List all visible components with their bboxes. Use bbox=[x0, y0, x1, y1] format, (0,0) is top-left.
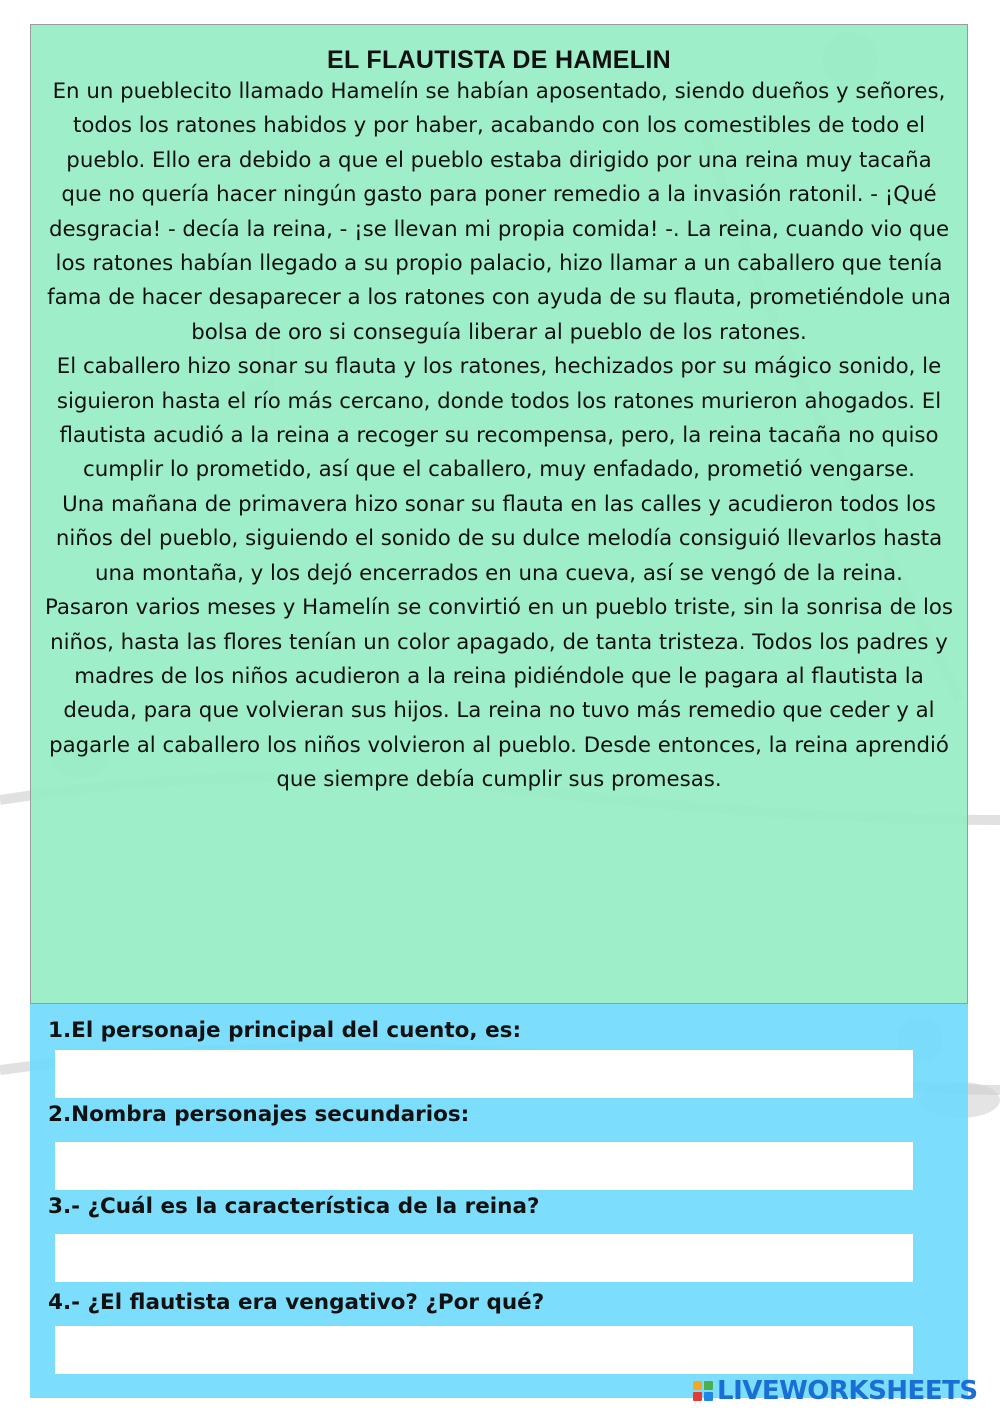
question-4-label: 4.- ¿El flautista era vengativo? ¿Por qué? bbox=[48, 1290, 545, 1315]
question-4-answer-input[interactable] bbox=[55, 1326, 913, 1374]
story-title: EL FLAUTISTA DE HAMELIN bbox=[327, 46, 671, 74]
logo-square-4 bbox=[704, 1392, 713, 1401]
logo-square-3 bbox=[693, 1392, 702, 1401]
question-3-label: 3.- ¿Cuál es la característica de la reina? bbox=[48, 1194, 540, 1219]
question-1-answer-input[interactable] bbox=[55, 1050, 913, 1098]
story-paragraph-4: Pasaron varios meses y Hamelín se convirtió en un pueblo triste, sin la sonrisa de los niños, hasta las flores tenían un color apagado, de tanta tristeza. Todos los padres y madres de los niños acudieron a la reina pidiéndole que le pagara al flautista la deuda, para que volvieran sus hijos. La reina no tuvo más remedio que ceder y al pagarle al caballero los niños volvieron al pueblo. Desde entonces, la reina aprendió que siempre debía cumplir sus promesas. bbox=[45, 595, 953, 793]
logo-square-1 bbox=[693, 1381, 702, 1390]
question-1-label: 1.El personaje principal del cuento, es: bbox=[48, 1018, 522, 1043]
story-panel bbox=[30, 24, 968, 1004]
logo-square-2 bbox=[704, 1381, 713, 1390]
logo-squares-icon bbox=[693, 1381, 713, 1401]
story-paragraph-3: Una mañana de primavera hizo sonar su flauta en las calles y acudieron todos los niños del pueblo, siguiendo el sonido de su dulce melodía consiguió llevarlos hasta una montaña, y los dejó encerrados en una cueva, así se vengó de la reina. bbox=[55, 491, 943, 586]
questions-panel bbox=[30, 1004, 968, 1398]
question-2-label: 2.Nombra personajes secundarios: bbox=[48, 1102, 470, 1127]
question-3-answer-input[interactable] bbox=[55, 1234, 913, 1282]
liveworksheets-logo bbox=[693, 1376, 978, 1406]
story-paragraph-2: El caballero hizo sonar su flauta y los ratones, hechizados por su mágico sonido, le siguieron hasta el río más cercano, donde todos los ratones murieron ahogados. El flautista acudió a la reina a recoger su recompensa, pero, la reina tacaña no quiso cumplir lo prometido, así que el caballero, muy enfadado, prometió vengarse. bbox=[56, 354, 942, 483]
logo-text: LIVEWORKSHEETS bbox=[717, 1376, 978, 1406]
question-2-answer-input[interactable] bbox=[55, 1142, 913, 1190]
story-paragraph-1: En un pueblecito llamado Hamelín se habían aposentado, siendo dueños y señores, todos los ratones habidos y por haber, acabando con los comestibles de todo el pueblo. Ello era debido a que el pueblo estaba dirigido por una reina muy tacaña que no quería hacer ningún gasto para poner remedio a la invasión ratonil. - ¡Qué desgracia! - decía la reina, - ¡se llevan mi propia comida! -. La reina, cuando vio que los ratones habían llegado a su propio palacio, hizo llamar a un caballero que tenía fama de hacer desaparecer a los ratones con ayuda de su flauta, prometiéndole una bolsa de oro si conseguía liberar al pueblo de los ratones. bbox=[47, 79, 951, 345]
